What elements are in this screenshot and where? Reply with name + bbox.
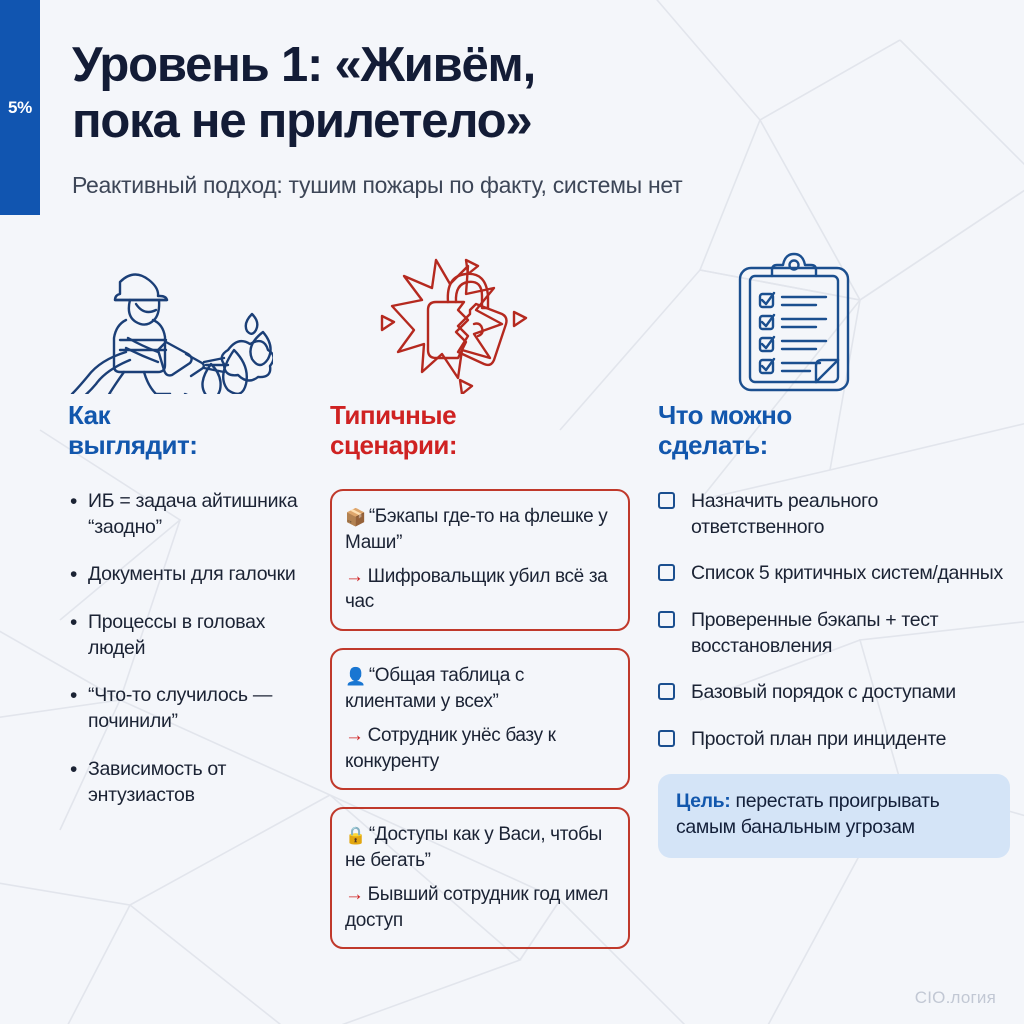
scenario-quote — [345, 822, 614, 873]
scenario-card — [330, 489, 630, 631]
what-to-do-list — [658, 489, 1010, 753]
goal-box — [658, 774, 1010, 858]
list-item — [658, 561, 1010, 587]
footer-watermark: CIO.логия — [914, 988, 996, 1007]
columns-container — [0, 248, 1024, 966]
arrow-icon: → — [345, 566, 364, 588]
column-2-heading-line-2: сценарии: — [330, 430, 458, 461]
checkbox-icon[interactable] — [658, 683, 675, 700]
list-item — [658, 608, 1010, 659]
person-icon: 👤 — [345, 666, 366, 686]
list-item: • “Что-то случилось — починили” — [68, 683, 306, 734]
column-1-heading — [68, 400, 306, 461]
scenario-card — [330, 807, 630, 949]
clipboard-checklist-icon — [658, 248, 1010, 400]
list-item — [658, 489, 1010, 540]
progress-label: 5% — [8, 97, 32, 117]
checkbox-icon[interactable] — [658, 730, 675, 747]
list-item: • ИБ = задача айтишника “заодно” — [68, 489, 306, 540]
scenario-quote-text: “Доступы как у Васи, чтобы не бегать” — [345, 824, 602, 871]
title-line-1: Уровень 1: «Живём, — [72, 38, 536, 92]
page-subtitle: Реактивный подход: тушим пожары по факту, системы нет — [72, 171, 683, 198]
checkbox-icon[interactable] — [658, 492, 675, 509]
checkbox-icon[interactable] — [658, 564, 675, 581]
package-icon: 📦 — [345, 507, 366, 527]
how-it-looks-list — [68, 489, 306, 809]
scenario-quote-text: “Общая таблица с клиентами у всех” — [345, 664, 524, 712]
list-item: • Зависимость от энтузиастов — [68, 757, 306, 808]
column-typical-scenarios — [320, 248, 644, 966]
list-item — [658, 727, 1010, 753]
list-item — [658, 680, 1010, 706]
list-item: • Документы для галочки — [68, 562, 306, 588]
scenario-result — [345, 564, 614, 615]
page-title — [72, 38, 952, 150]
column-what-to-do — [644, 248, 1024, 966]
list-item-label: Базовый порядок с доступами — [691, 681, 956, 704]
scenario-quote — [345, 504, 614, 555]
list-item-label: Список 5 критичных систем/данных — [691, 562, 1003, 585]
list-item-label: Проверенные бэкапы + тест восстановления — [691, 609, 939, 657]
scenario-result-text: Шифровальщик убил всё за час — [345, 566, 608, 613]
scenario-result-text: Сотрудник унёс базу к конкуренту — [345, 725, 556, 772]
scenario-quote-text: “Бэкапы где-то на флешке у Маши” — [345, 505, 608, 553]
progress-bar — [0, 0, 40, 215]
lock-icon: 🔒 — [345, 826, 366, 846]
scenario-card — [330, 648, 630, 790]
title-line-2: пока не прилетело» — [72, 93, 532, 148]
column-1-heading-line-2: выглядит: — [68, 430, 198, 461]
header — [72, 38, 952, 199]
scenario-result — [345, 882, 614, 933]
broken-padlock-burst-icon — [330, 248, 630, 400]
firefighter-hose-fire-icon — [68, 248, 306, 400]
checkbox-icon[interactable] — [658, 611, 675, 628]
scenario-result-text: Бывший сотрудник год имел доступ — [345, 884, 609, 931]
column-3-heading-line-2: сделать: — [658, 430, 768, 461]
list-item-label: Назначить реального ответственного — [691, 489, 878, 538]
scenario-result — [345, 723, 614, 774]
column-2-heading-line-1: Типичные — [330, 400, 457, 430]
column-3-heading-line-1: Что можно — [658, 400, 792, 430]
column-how-it-looks — [0, 248, 320, 966]
goal-label: Цель: — [676, 789, 731, 812]
arrow-icon: → — [345, 884, 364, 906]
goal-text: перестать проигрывать самым банальным угрозам — [676, 789, 940, 838]
list-item-label: Простой план при инциденте — [691, 728, 947, 751]
column-3-heading — [658, 400, 1010, 461]
list-item: • Процессы в головах людей — [68, 610, 306, 661]
column-1-heading-line-1: Как — [68, 400, 111, 430]
arrow-icon: → — [345, 725, 364, 747]
column-2-heading — [330, 400, 630, 461]
scenario-quote — [345, 663, 614, 714]
